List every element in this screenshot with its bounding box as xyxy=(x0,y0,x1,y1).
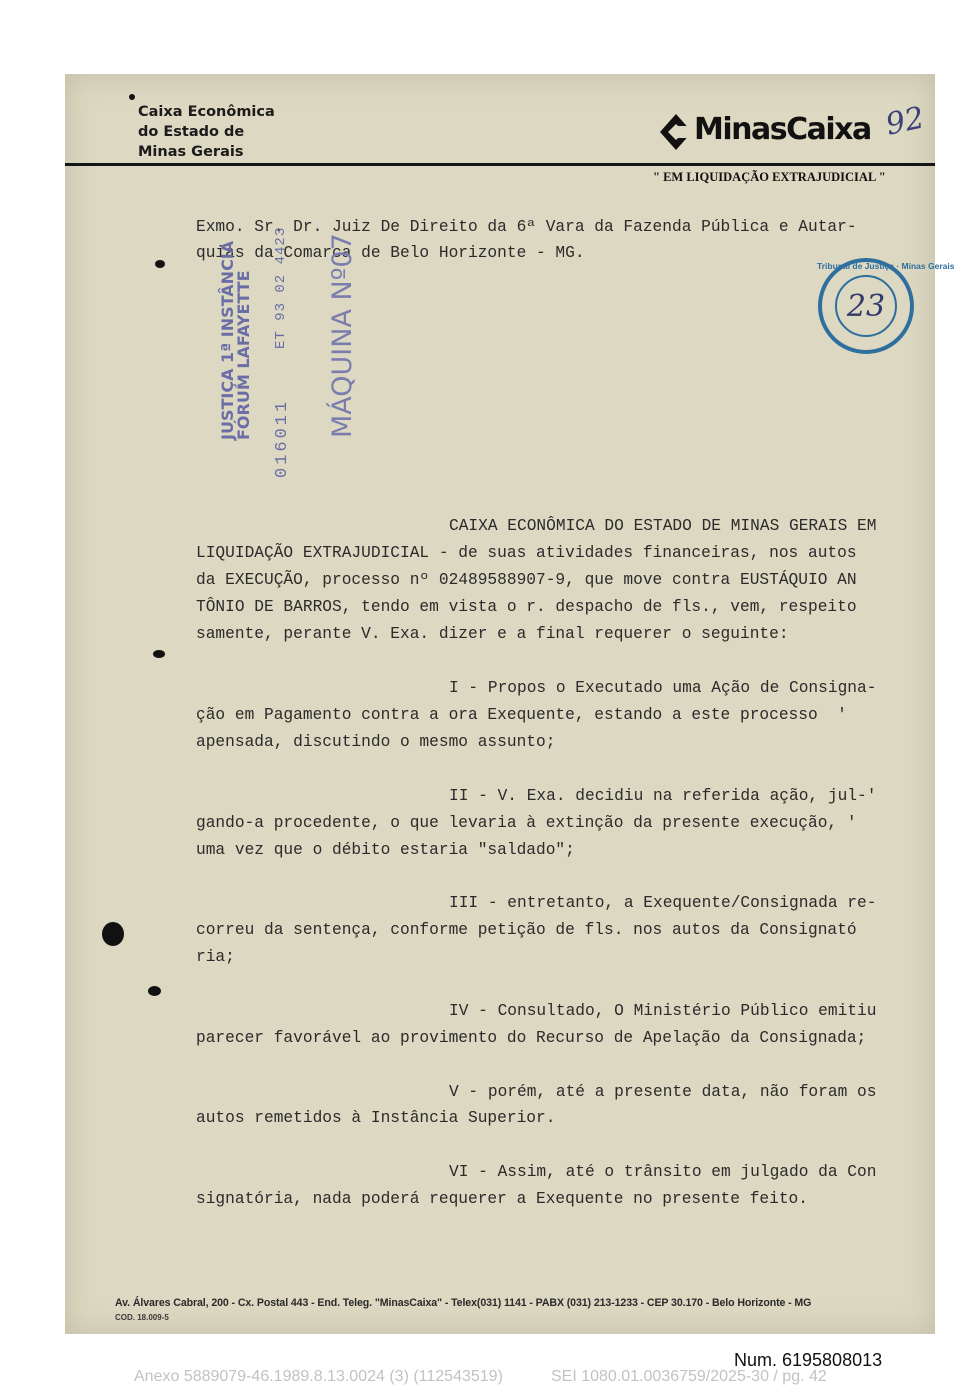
ink-spot xyxy=(153,650,165,658)
address-line: Exmo. Sr. Dr. Juiz De Direito da 6ª Vara da Fazenda Pública e Autar- xyxy=(196,218,857,236)
body-line: V - porém, até a presente data, não foram os xyxy=(449,1083,877,1101)
body-line: parecer favorável ao provimento do Recurso de Apelação da Consignada; xyxy=(196,1029,867,1047)
body-line: TÔNIO DE BARROS, tendo em vista o r. despacho de fls., vem, respeito xyxy=(196,598,857,616)
tribunal-seal xyxy=(817,257,955,355)
protocol-number: 016011 xyxy=(273,398,292,478)
header-rule xyxy=(65,163,935,166)
body-line: gando-a procedente, o que levaria à extinção da presente execução, ' xyxy=(196,814,857,832)
body-line: CAIXA ECONÔMICA DO ESTADO DE MINAS GERAIS EM xyxy=(449,517,877,535)
document-number: Num. 6195808013 xyxy=(734,1350,883,1370)
liquidation-label: " EM LIQUIDAÇÃO EXTRAJUDICIAL " xyxy=(653,170,886,184)
ink-spot xyxy=(155,260,165,268)
body-line: autos remetidos à Instância Superior. xyxy=(196,1109,556,1127)
institution-name xyxy=(138,102,275,162)
protocol-date: ET 93 02 4423 xyxy=(273,226,289,349)
address-line: quias da Comarca de Belo Horizonte - MG. xyxy=(196,244,585,262)
punch-hole xyxy=(102,922,124,946)
minascaixa-logo xyxy=(658,100,928,158)
body-line: da EXECUÇÃO, processo nº 02489588907-9, que move contra EUSTÁQUIO AN xyxy=(196,571,857,589)
forum-stamp-line: FÓRUM LAFAYETTE xyxy=(234,270,253,440)
machine-stamp: MÁQUINA Nº07 xyxy=(327,233,358,438)
footer-address: Av. Álvares Cabral, 200 - Cx. Postal 443 - End. Teleg. "MinasCaixa" - Telex(031) 1141 - PABX (031) 213-1233 - CEP 30.170 - Belo Horizonte - MG xyxy=(115,1297,812,1309)
forum-stamp xyxy=(220,241,252,440)
ink-spot xyxy=(129,94,135,100)
corner-initials: 92 xyxy=(882,100,928,143)
diamond-logo-icon xyxy=(658,112,694,152)
ink-spot xyxy=(148,986,161,996)
body-line: I - Propos o Executado uma Ação de Consigna- xyxy=(449,679,877,697)
scanned-page xyxy=(65,74,955,1334)
institution-line: Minas Gerais xyxy=(138,144,244,160)
body-line: VI - Assim, até o trânsito em julgado da Con xyxy=(449,1163,877,1181)
body-line: signatória, nada poderá requerer a Exequente no presente feito. xyxy=(196,1190,808,1208)
footer-cod: COD. 18.009-5 xyxy=(115,1313,169,1322)
body-line: LIQUIDAÇÃO EXTRAJUDICIAL - de suas atividades financeiras, nos autos xyxy=(196,544,857,562)
body-line: II - V. Exa. decidiu na referida ação, jul-' xyxy=(449,787,877,805)
body-line: ria; xyxy=(196,948,235,966)
annex-label: Anexo 5889079-46.1989.8.13.0024 (3) (112543519) xyxy=(134,1368,503,1385)
forum-stamp-line: JUSTIÇA 1ª INSTÂNCIA xyxy=(218,240,237,440)
body-line: ção em Pagamento contra a ora Exequente, estando a este processo ' xyxy=(196,706,847,724)
body-line: samente, perante V. Exa. dizer e a final requerer o seguinte: xyxy=(196,625,789,643)
brand-name: MinasCaixa xyxy=(694,112,871,147)
body-line: uma vez que o débito estaria "saldado"; xyxy=(196,841,575,859)
body-line: IV - Consultado, O Ministério Público emitiu xyxy=(449,1002,877,1020)
institution-line: Caixa Econômica xyxy=(138,104,275,120)
page-mark: 23 xyxy=(846,289,886,324)
seal-text: Tribunal de Justiça · Minas Gerais xyxy=(817,261,955,271)
body-line: apensada, discutindo o mesmo assunto; xyxy=(196,733,556,751)
institution-line: do Estado de xyxy=(138,124,245,140)
sei-label: SEI 1080.01.0036759/2025-30 / pg. 42 xyxy=(551,1368,827,1385)
body-line: correu da sentença, conforme petição de fls. nos autos da Consignató xyxy=(196,921,857,939)
body-line: III - entretanto, a Exequente/Consignada re- xyxy=(449,894,877,912)
